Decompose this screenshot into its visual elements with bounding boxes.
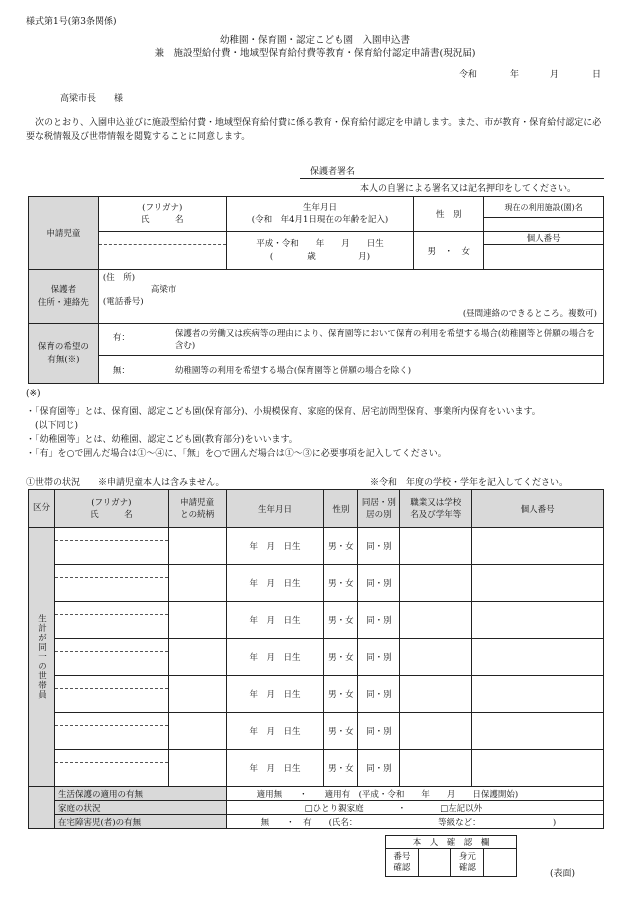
col-cohabit: 同居・別 bbox=[361, 497, 396, 508]
member-occupation-input[interactable] bbox=[400, 750, 472, 787]
member-mynumber-input[interactable] bbox=[472, 565, 604, 602]
member-dob[interactable]: 年 月 日生 bbox=[226, 713, 324, 750]
member-sex[interactable]: 男・女 bbox=[324, 528, 358, 565]
member-relation-input[interactable] bbox=[168, 602, 226, 639]
member-relation-input[interactable] bbox=[168, 713, 226, 750]
member-mynumber-input[interactable] bbox=[472, 750, 604, 787]
note-1: ・「保育園等」とは、保育園、認定こども園(保育部分)、小規模保育、家庭的保育、居宅訪問型保育、事業所内保育をいいます。 bbox=[26, 407, 541, 417]
note-2: ・「幼稚園等」とは、幼稚園、認定こども園(教育部分)をいいます。 bbox=[26, 435, 298, 445]
date-month: 月 bbox=[550, 70, 560, 80]
member-mynumber-input[interactable] bbox=[472, 639, 604, 676]
member-sex[interactable]: 男・女 bbox=[324, 750, 358, 787]
guardian-address-input[interactable]: (住 所) 高梁市 (電話番号) (昼間連絡のできるところ。複数可) bbox=[98, 270, 603, 324]
col-sex: 性別 bbox=[324, 490, 358, 528]
furigana-header: (フリガナ) bbox=[142, 203, 183, 213]
page-face-label: (表面) bbox=[550, 869, 576, 879]
col-dob: 生年月日 bbox=[226, 490, 324, 528]
guardian-contact-label: 住所・連絡先 bbox=[37, 297, 89, 308]
id-confirm-input[interactable] bbox=[484, 849, 517, 877]
member-occupation-input[interactable] bbox=[400, 676, 472, 713]
member-occupation-input[interactable] bbox=[400, 565, 472, 602]
member-dob[interactable]: 年 月 日生 bbox=[226, 750, 324, 787]
id-confirm-label: 身元 bbox=[458, 851, 476, 862]
member-cohabit[interactable]: 同・別 bbox=[358, 676, 400, 713]
applicant-furigana-input[interactable] bbox=[99, 232, 226, 245]
facility-input[interactable] bbox=[484, 218, 604, 232]
member-mynumber-input[interactable] bbox=[472, 676, 604, 713]
member-name-input[interactable] bbox=[55, 578, 168, 601]
member-cohabit[interactable]: 同・別 bbox=[358, 528, 400, 565]
number-confirm-input[interactable] bbox=[418, 849, 451, 877]
hope-label-2: 有無(※) bbox=[47, 354, 80, 365]
member-sex[interactable]: 男・女 bbox=[324, 713, 358, 750]
member-sex[interactable]: 男・女 bbox=[324, 602, 358, 639]
sex-header: 性 別 bbox=[414, 197, 484, 232]
guardian-label: 保護者 bbox=[50, 284, 77, 295]
name-header: 氏 名 bbox=[141, 215, 184, 225]
form-title: 幼稚園・保育園・認定こども園 入園申込書 bbox=[219, 35, 410, 46]
applicant-label: 申請児童 bbox=[29, 197, 99, 270]
member-furigana-input[interactable] bbox=[55, 750, 168, 763]
note-1b: (以下同じ) bbox=[26, 421, 79, 431]
member-furigana-input[interactable] bbox=[55, 676, 168, 689]
guardian-sign-label: 保護者署名 bbox=[310, 167, 356, 177]
member-cohabit[interactable]: 同・別 bbox=[358, 750, 400, 787]
application-table bbox=[28, 196, 604, 384]
note-3: ・「有」を○で囲んだ場合は①～④に、「無」を○で囲んだ場合は①～③に必要事項を記入してください。 bbox=[26, 449, 447, 459]
family-label: 家庭の状況 bbox=[54, 801, 226, 815]
sign-line bbox=[300, 178, 604, 179]
member-relation-input[interactable] bbox=[168, 639, 226, 676]
member-mynumber-input[interactable] bbox=[472, 528, 604, 565]
member-mynumber-input[interactable] bbox=[472, 602, 604, 639]
dob-header: 生年月日 bbox=[302, 203, 337, 213]
member-name-input[interactable] bbox=[55, 689, 168, 712]
member-furigana-input[interactable] bbox=[55, 713, 168, 726]
mynumber-header: 個人番号 bbox=[484, 232, 604, 245]
identity-confirm-box: 本 人 確 認 欄 番号 確認 身元 確認 bbox=[385, 835, 517, 877]
member-occupation-input[interactable] bbox=[400, 639, 472, 676]
member-dob[interactable]: 年 月 日生 bbox=[226, 602, 324, 639]
member-cohabit[interactable]: 同・別 bbox=[358, 602, 400, 639]
applicant-sex[interactable]: 男 ・ 女 bbox=[414, 232, 484, 270]
member-name-input[interactable] bbox=[55, 615, 168, 638]
member-name-input[interactable] bbox=[55, 726, 168, 749]
member-sex[interactable]: 男・女 bbox=[324, 676, 358, 713]
member-relation-input[interactable] bbox=[168, 565, 226, 602]
date-era: 令和 bbox=[459, 70, 478, 80]
date-day: 日 bbox=[592, 70, 602, 80]
col-occupation: 職業又は学校 bbox=[410, 497, 462, 508]
member-occupation-input[interactable] bbox=[400, 713, 472, 750]
member-name-input[interactable] bbox=[55, 763, 168, 786]
form-number: 様式第1号(第3条関係) bbox=[26, 17, 117, 27]
member-sex[interactable]: 男・女 bbox=[324, 639, 358, 676]
number-confirm-label: 番号 bbox=[393, 851, 411, 862]
member-cohabit[interactable]: 同・別 bbox=[358, 713, 400, 750]
notes-mark: (※) bbox=[26, 389, 41, 399]
form-subtitle: 兼 施設型給付費・地域型保育給付費等教育・保育給付認定申請書(現況届) bbox=[154, 48, 476, 59]
member-dob[interactable]: 年 月 日生 bbox=[226, 528, 324, 565]
member-occupation-input[interactable] bbox=[400, 528, 472, 565]
sign-note: 本人の自署による署名又は記名押印をしてください。 bbox=[360, 184, 577, 194]
identity-confirm-title: 本 人 確 認 欄 bbox=[386, 836, 517, 849]
col-mynumber: 個人番号 bbox=[472, 490, 604, 528]
household-table: 区分 (フリガナ) 氏 名 申請児童 との続柄 生年月日 性別 同居・別 居の別 職業又は学校 名及び学年等 個人番号 生計が同一の世帯員 年 月 日生 男・女 同・別 年 月 日生 男・女 同・別 年 月 日生 男・女 同・別 年 月 日生 男・女 同・別 年 月 日生 男・女 同・別 年 月 日生 男・女 同・別 年 月 日生 男・女 同・別 生活保護の適用の有無 適用無 ・ 適用有 (平成・令和 年 月 日保護開始) 家庭の状況 □ひとり親家庭 ・ □左記以外 在宅障害児(者)の有無 無 ・ 有 (氏名： 等級など： ) bbox=[28, 489, 604, 829]
member-relation-input[interactable] bbox=[168, 528, 226, 565]
member-dob[interactable]: 年 月 日生 bbox=[226, 676, 324, 713]
col-furigana: (フリガナ) bbox=[91, 497, 132, 508]
welfare-value[interactable]: 適用無 ・ 適用有 (平成・令和 年 月 日保護開始) bbox=[226, 787, 603, 801]
member-furigana-input[interactable] bbox=[55, 565, 168, 578]
disabled-value[interactable]: 無 ・ 有 (氏名： 等級など： ) bbox=[226, 815, 603, 829]
member-relation-input[interactable] bbox=[168, 750, 226, 787]
household-heading-note: ※令和 年度の学校・学年を記入してください。 bbox=[370, 478, 569, 488]
member-furigana-input[interactable] bbox=[55, 639, 168, 652]
dob-note: (令和 年4月1日現在の年齢を記入) bbox=[251, 215, 389, 225]
member-dob[interactable]: 年 月 日生 bbox=[226, 639, 324, 676]
date-year: 年 bbox=[510, 70, 520, 80]
hope-yes-option[interactable]: 有： 保護者の労働又は疾病等の理由により、保育園等において保育の利用を希望する場合(幼稚園等と併願の場合を含む) bbox=[98, 324, 603, 356]
intro-text: 次のとおり、入園申込並びに施設型給付費・地域型保育給付費に係る教育・保育給付認定を申請します。また、市が教育・保育給付認定に必要な税情報及び世帯情報を閲覧することに同意します。 bbox=[26, 118, 602, 142]
member-cohabit[interactable]: 同・別 bbox=[358, 639, 400, 676]
col-name: 氏 名 bbox=[90, 509, 133, 520]
hope-label: 保育の希望の bbox=[37, 341, 89, 352]
member-cohabit[interactable]: 同・別 bbox=[358, 565, 400, 602]
disabled-label: 在宅障害児(者)の有無 bbox=[54, 815, 226, 829]
member-mynumber-input[interactable] bbox=[472, 713, 604, 750]
col-relation: 申請児童 bbox=[180, 497, 215, 508]
member-furigana-input[interactable] bbox=[55, 528, 168, 541]
member-furigana-input[interactable] bbox=[55, 602, 168, 615]
household-heading: ①世帯の状況 ※申請児童本人は含みません。 bbox=[26, 478, 225, 488]
applicant-dob[interactable]: 平成・令和 年 月 日生 bbox=[256, 238, 384, 249]
applicant-name-input[interactable] bbox=[99, 245, 226, 269]
household-side-label: 生計が同一の世帯員 bbox=[29, 528, 55, 787]
facility-header: 現在の利用施設(園)名 bbox=[484, 197, 604, 218]
member-name-input[interactable] bbox=[55, 652, 168, 675]
member-name-input[interactable] bbox=[55, 541, 168, 564]
member-occupation-input[interactable] bbox=[400, 602, 472, 639]
welfare-label: 生活保護の適用の有無 bbox=[54, 787, 226, 801]
member-dob[interactable]: 年 月 日生 bbox=[226, 565, 324, 602]
applicant-age[interactable]: ( 歳 月) bbox=[269, 251, 371, 262]
addressee: 高梁市長 様 bbox=[60, 94, 124, 104]
member-relation-input[interactable] bbox=[168, 676, 226, 713]
member-sex[interactable]: 男・女 bbox=[324, 565, 358, 602]
mynumber-input[interactable] bbox=[484, 245, 604, 270]
family-value[interactable]: □ひとり親家庭 ・ □左記以外 bbox=[226, 801, 603, 815]
hope-no-option[interactable]: 無： 幼稚園等の利用を希望する場合(保育園等と併願の場合を除く) bbox=[98, 356, 603, 384]
col-category: 区分 bbox=[29, 490, 55, 528]
